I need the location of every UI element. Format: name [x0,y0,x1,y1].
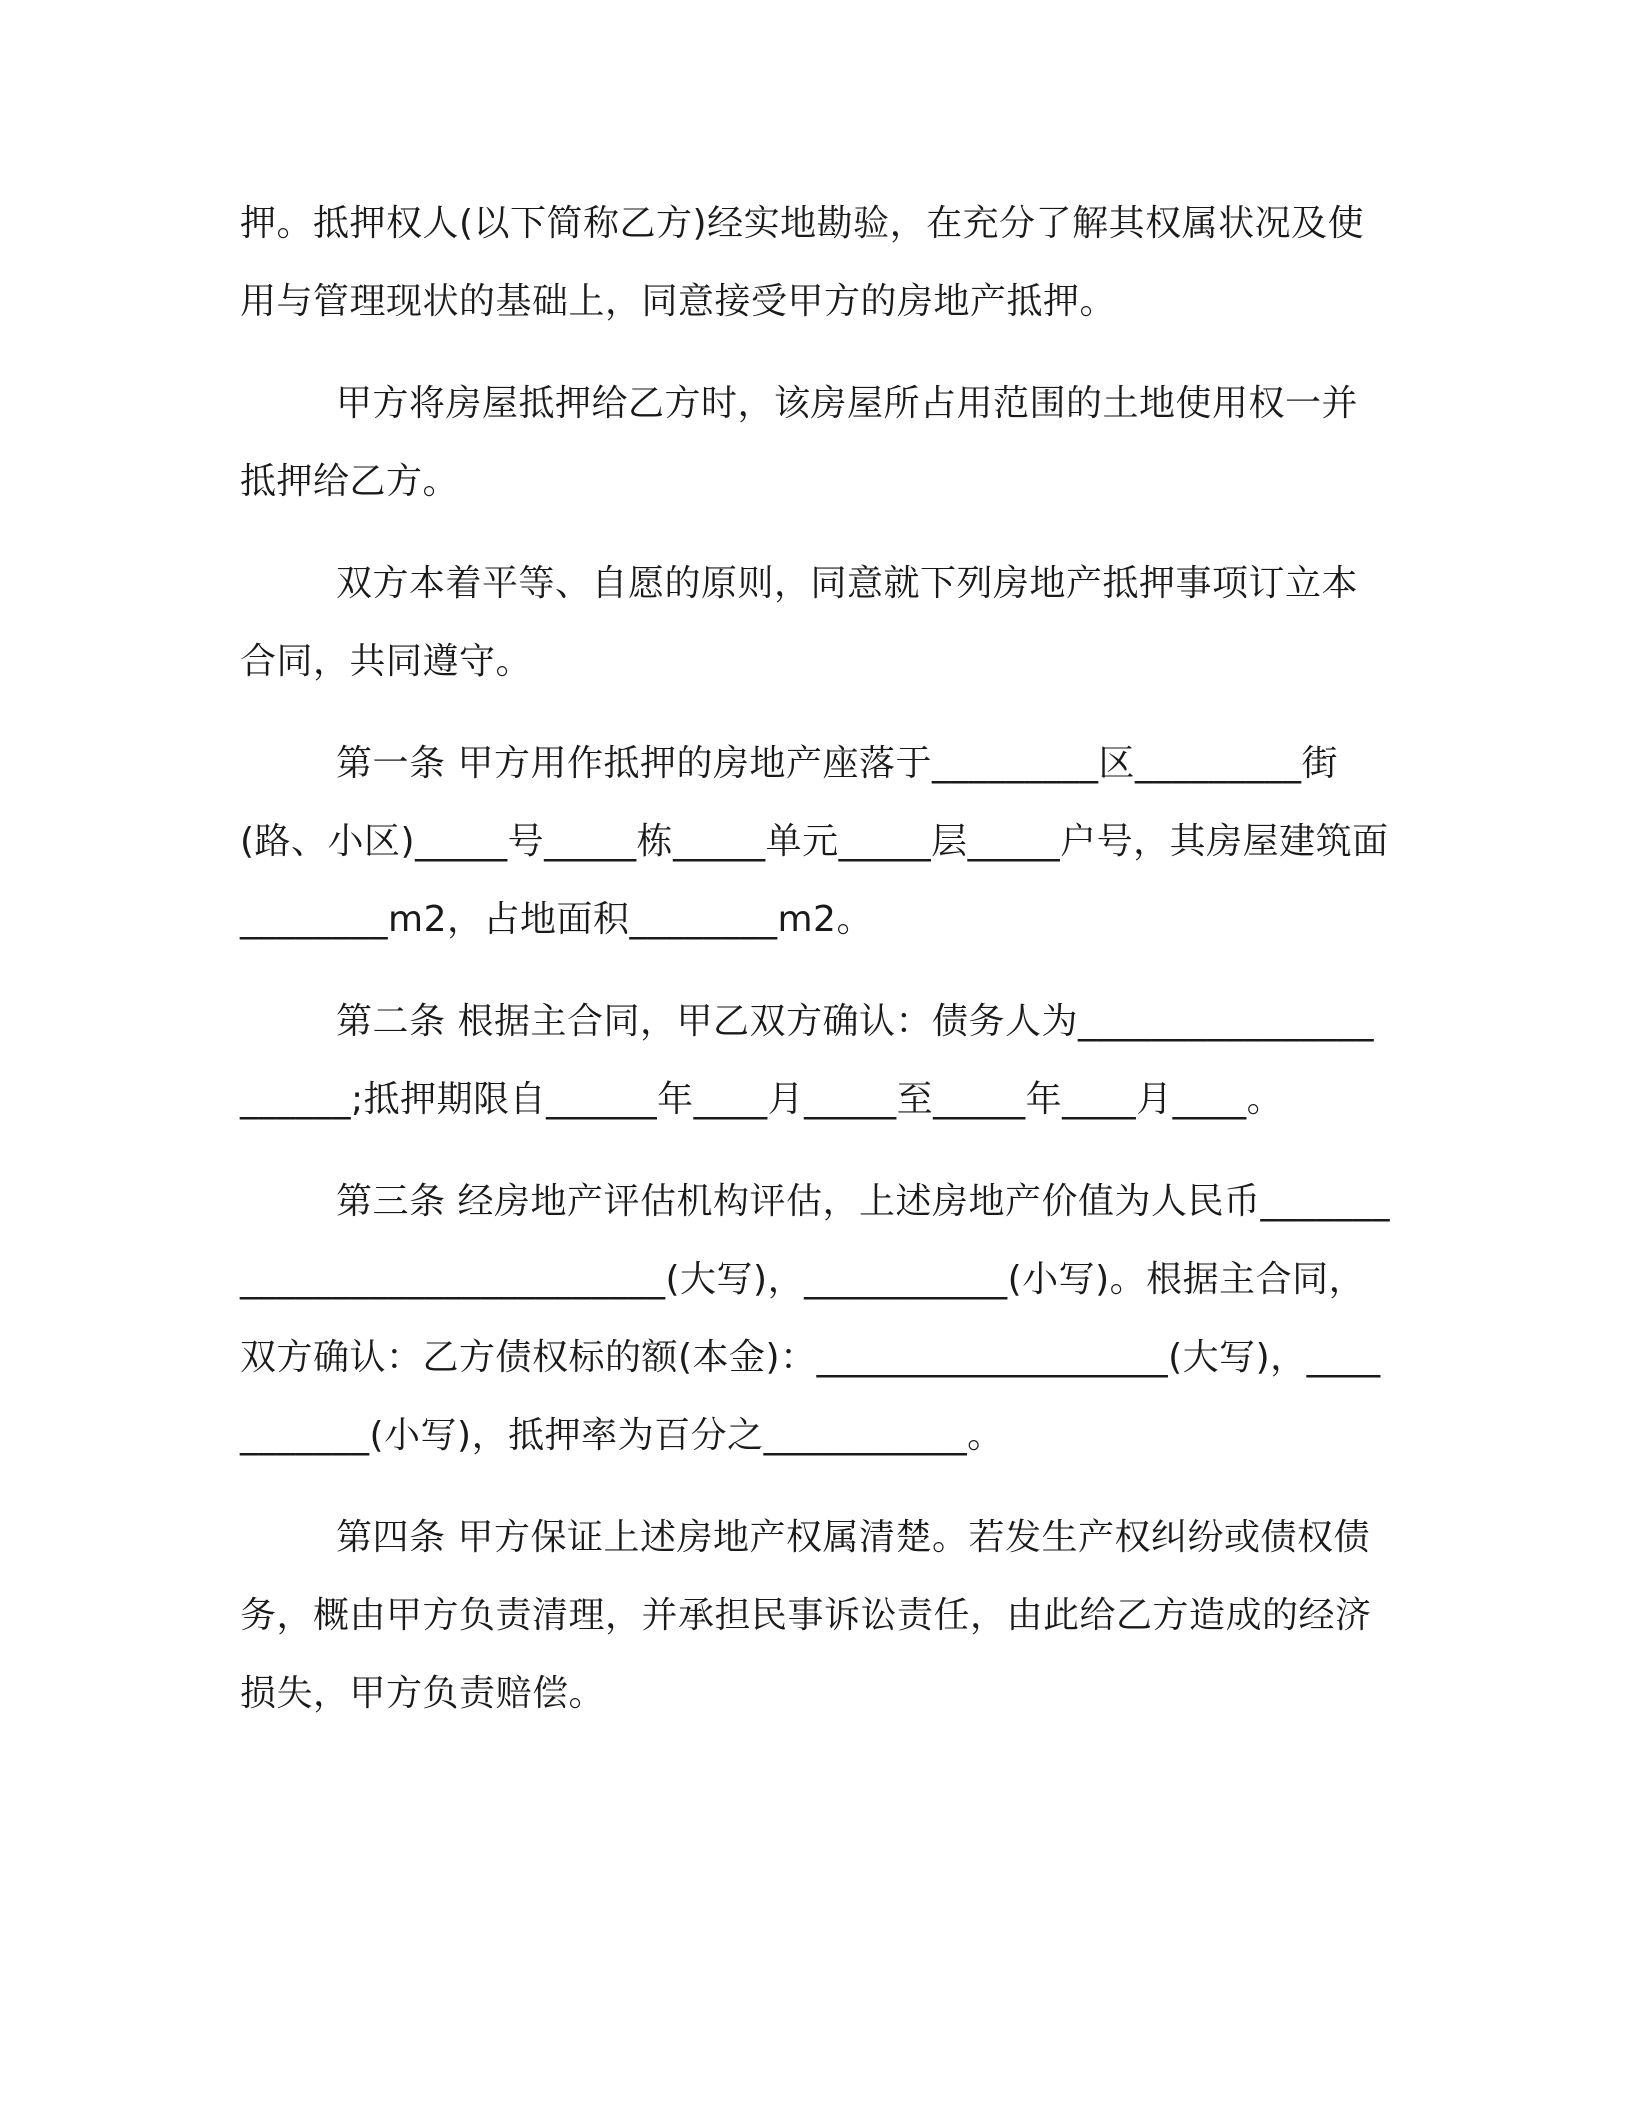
document-body [240,185,1390,1757]
article-4: 第四条 甲方保证上述房地产权属清楚。若发生产权纠纷或债权债务，概由甲方负责清理，并承担民事诉讼责任，由此给乙方造成的经济损失，甲方负责赔偿。 [240,1517,1372,1714]
paragraph-continuation: 押。抵押权人(以下简称乙方)经实地勘验，在充分了解其权属状况及使用与管理现状的基础上，同意接受甲方的房地产抵押。 [240,203,1365,322]
article-3: 第三条 经房地产评估机构评估，上述房地产价值为人民币______________________________(大写)，___________(小写)。根据主合同，双方确认：乙方债权标的额(本金)：___________________(大写)，___________(小写)，抵押率为百分之___________。 [240,1181,1390,1456]
paragraph-land-use-right: 甲方将房屋抵押给乙方时，该房屋所占用范围的土地使用权一并抵押给乙方。 [240,383,1359,502]
article-1: 第一条 甲方用作抵押的房地产座落于_________区_________街(路、小区)_____号_____栋_____单元_____层_____户号，其房屋建筑面________m2，占地面积________m2。 [240,743,1389,940]
paragraph-principle: 双方本着平等、自愿的原则，同意就下列房地产抵押事项订立本合同，共同遵守。 [240,563,1359,682]
article-2: 第二条 根据主合同，甲乙双方确认：债务人为______________________;抵押期限自______年____月_____至_____年____月____。 [240,1001,1374,1120]
